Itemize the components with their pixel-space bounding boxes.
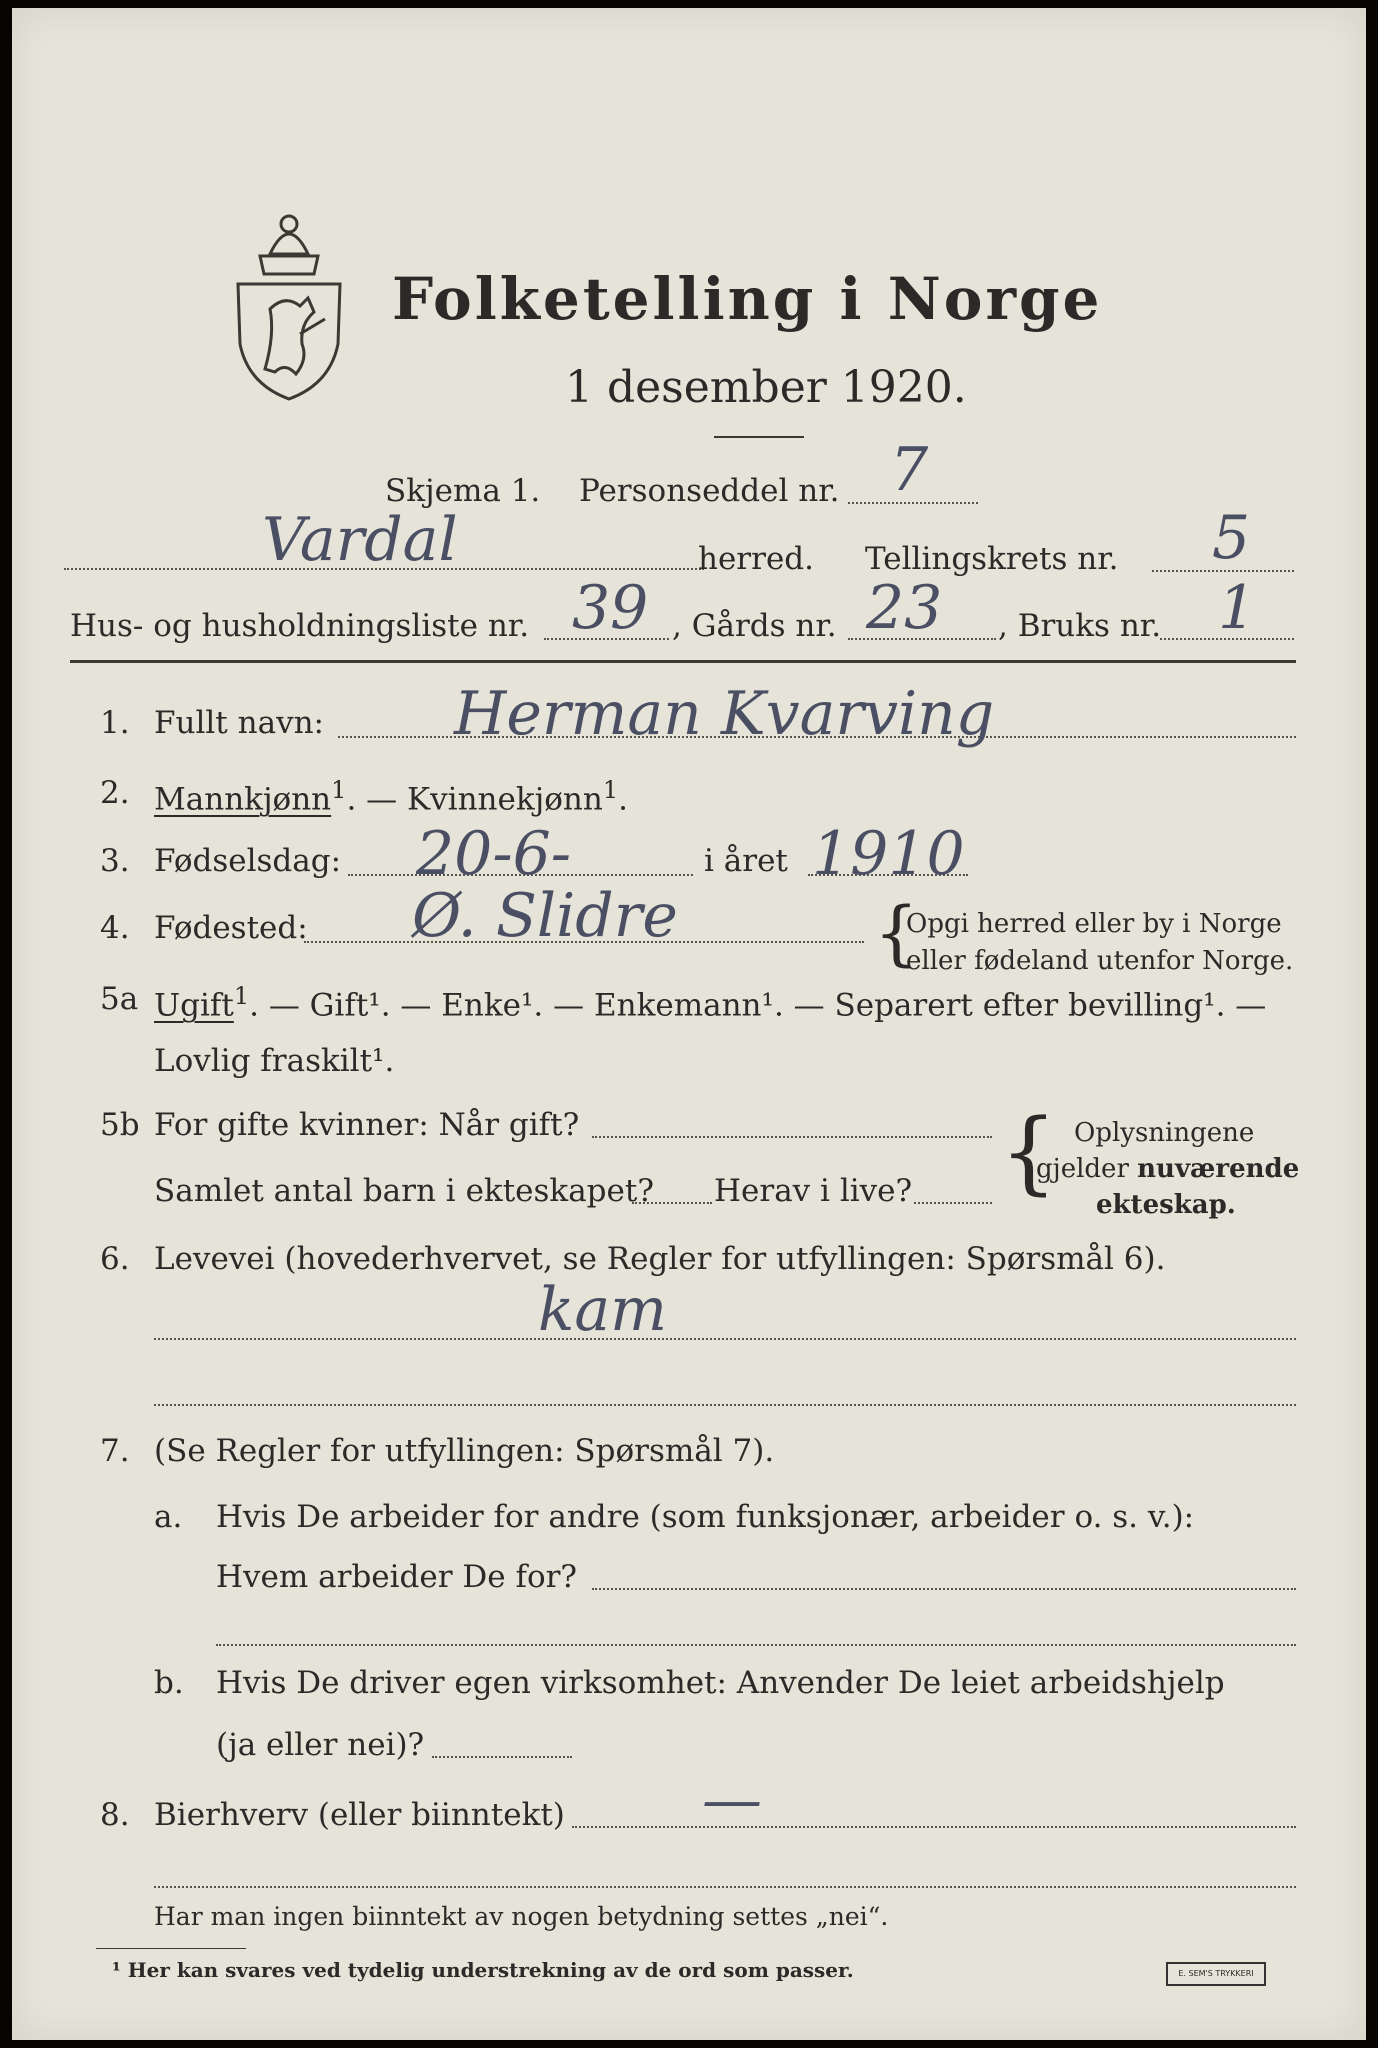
q5b-note-nuvaerende: nuværende: [1137, 1154, 1300, 1184]
q5b-note-gjelder: gjelder: [1036, 1154, 1138, 1184]
q6-label: Levevei (hovederhvervet, se Regler for utfyllingen: Spørsmål 6).: [154, 1241, 1166, 1277]
q2-separator: . —: [346, 781, 407, 818]
q7a-letter: a.: [154, 1499, 183, 1535]
q4-number: 4.: [100, 910, 130, 946]
q7a-line2: Hvem arbeider De for?: [216, 1559, 578, 1595]
q6-value: kam: [538, 1275, 668, 1345]
q7a-field-line-1: [592, 1588, 1296, 1590]
q3-label: Fødselsdag:: [154, 843, 342, 879]
bruks-value: 1: [1218, 573, 1257, 643]
form-title: Folketelling i Norge: [392, 265, 1103, 333]
personseddel-label: Personseddel nr.: [579, 473, 840, 509]
tellingskrets-value: 5: [1212, 503, 1251, 573]
q3-year-label: i året: [704, 843, 788, 879]
q2-options: [154, 776, 628, 818]
q5b-line2a: Samlet antal barn i ekteskapet?: [154, 1173, 654, 1209]
q5b-note-line3: ekteskap.: [1096, 1190, 1236, 1220]
q7b-field-line: [432, 1756, 572, 1758]
header-divider: [70, 660, 1296, 663]
q5a-number: 5a: [100, 981, 139, 1017]
q6-field-line-1: [154, 1338, 1296, 1340]
census-form: [12, 8, 1366, 2040]
q5b-brace: {: [1000, 1100, 1058, 1205]
q2-male-option: Mannkjønn: [154, 781, 332, 818]
printer-stamp: E. SEM'S TRYKKERI: [1166, 1962, 1266, 1986]
q5b-note-line2: [1036, 1156, 1299, 1182]
q2-end: .: [618, 781, 628, 818]
q2-number: 2.: [100, 775, 130, 811]
q7b-letter: b.: [154, 1665, 184, 1701]
tellingskrets-label: Tellingskrets nr.: [865, 541, 1119, 577]
q8-field-line-2: [154, 1886, 1296, 1888]
q7b-line2: (ja eller nei)?: [216, 1727, 425, 1763]
schema-label: Skjema 1.: [385, 473, 541, 509]
q1-value: Herman Kvarving: [454, 679, 995, 749]
q4-note-line2: eller fødeland utenfor Norge.: [906, 946, 1294, 976]
q6-number: 6.: [100, 1241, 130, 1277]
q3-number: 3.: [100, 843, 130, 879]
q1-label: Fullt navn:: [154, 705, 324, 741]
hus-value: 39: [572, 573, 649, 643]
q5a-options: [154, 982, 1267, 1024]
q2-female-option: Kvinnekjønn: [407, 781, 603, 818]
q8-number: 8.: [100, 1797, 130, 1833]
q8-field-line-1: [572, 1826, 1296, 1828]
q5b-number: 5b: [100, 1107, 140, 1143]
q5b-line1: For gifte kvinner: Når gift?: [154, 1107, 580, 1143]
q3-value: 20-6-: [416, 819, 572, 889]
q4-value: Ø. Slidre: [412, 881, 678, 951]
title-divider: [714, 436, 804, 438]
footnote: ¹ Her kan svares ved tydelig understrekning av de ord som passer.: [112, 1958, 854, 1982]
q5b-live-field-line: [914, 1202, 992, 1204]
gards-value: 23: [866, 573, 943, 643]
no-income-note: Har man ingen biinntekt av nogen betydning settes „nei“.: [154, 1902, 889, 1931]
q7a-field-line-2: [216, 1644, 1296, 1646]
q5a-other-options: . — Gift¹. — Enke¹. — Enkemann¹. — Separert efter bevilling¹. —: [249, 987, 1267, 1024]
q6-field-line-2: [154, 1404, 1296, 1406]
q4-brace: {: [874, 892, 919, 974]
herred-value: Vardal: [262, 505, 458, 575]
q5a-line2: Lovlig fraskilt¹.: [154, 1043, 395, 1079]
q4-note-line1: Opgi herred eller by i Norge: [906, 909, 1282, 939]
q5b-barn-field-line: [632, 1202, 712, 1204]
q2-sup: 1: [331, 776, 347, 804]
q7a-line1: Hvis De arbeider for andre (som funksjonær, arbeider o. s. v.):: [216, 1499, 1195, 1535]
footnote-divider: [96, 1948, 246, 1949]
q8-value: —: [702, 1765, 762, 1835]
q5a-sup: 1: [233, 982, 250, 1010]
personseddel-value: 7: [890, 435, 929, 505]
q5b-gift-field-line: [592, 1136, 992, 1138]
census-date: 1 desember 1920.: [565, 362, 967, 413]
q3-year-value: 1910: [812, 819, 965, 889]
bruks-label: , Bruks nr.: [998, 608, 1162, 644]
q8-label: Bierhverv (eller biinntekt): [154, 1797, 565, 1833]
hus-label: Hus- og husholdningsliste nr.: [70, 608, 530, 644]
q7b-line1: Hvis De driver egen virksomhet: Anvender De leiet arbeidshjelp: [216, 1665, 1225, 1701]
q5b-line2b: Herav i live?: [714, 1173, 913, 1209]
q5b-note-line1: Oplysningene: [1074, 1118, 1255, 1148]
coat-of-arms-icon: [230, 194, 348, 404]
herred-label: herred.: [698, 541, 814, 577]
q4-label: Fødested:: [154, 910, 308, 946]
q2-sup-2: 1: [602, 776, 619, 804]
gards-label: , Gårds nr.: [672, 608, 837, 644]
q1-number: 1.: [100, 705, 130, 741]
q7-number: 7.: [100, 1433, 130, 1469]
q5a-ugift-option: Ugift: [154, 987, 234, 1024]
q7-label: (Se Regler for utfyllingen: Spørsmål 7).: [154, 1433, 775, 1469]
